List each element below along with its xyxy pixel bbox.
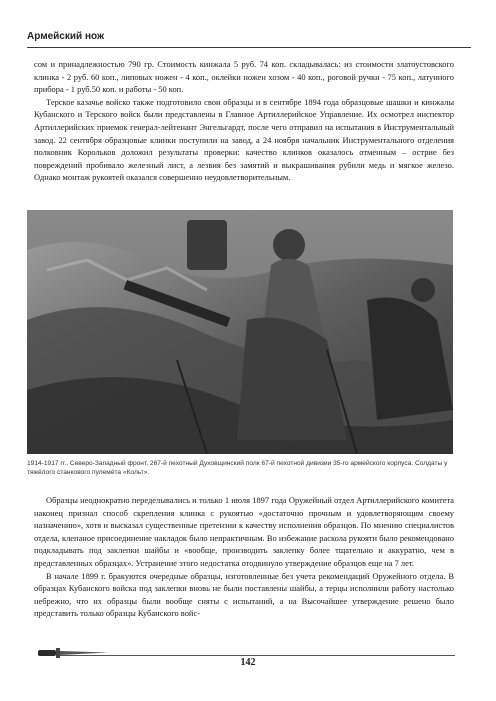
paragraph: В начале 1899 г. бракуются очередные образцы, изготовленные без учета рекомендаций Оружейного отдела. В образцах Кубанского войска под заклепки вновь не были поставлены шайбы, а терцы исполнили работу настолько небрежно, что их образцы были вообще сняты с испытаний, а на Высочайшее утверждение решено было представить только образцы Кубанского войс- bbox=[34, 570, 454, 619]
historical-photo bbox=[27, 210, 453, 454]
paragraph: сом и принадлежностью 790 гр. Стоимость кинжала 5 руб. 74 коп. складывалась: из стоимости златоустовского клинка - 2 руб. 60 коп., липовых ножен - 4 коп., оклейки ножен хозом - 40 коп., роговой ручки - 75 коп., латунного прибора - 1 руб.50 коп. и работы - 50 коп. bbox=[34, 59, 454, 95]
top-text-block bbox=[34, 58, 454, 184]
running-header bbox=[27, 26, 471, 48]
photo-illustration bbox=[27, 210, 453, 454]
bottom-text-block bbox=[34, 494, 454, 620]
page-number: 142 bbox=[240, 657, 256, 668]
header-title: Армейский нож bbox=[27, 31, 105, 42]
paragraph: Образцы неоднократно переделывались и только 1 июля 1897 года Оружейный отдел Артиллерийского комитета наконец признал способ скрепления клинка с рукоятью «достаточно прочным и удовлетворяющим своему назначению», хотя и высказал существенные претензии к качеству исполнения образцов. По мнению специалистов отдела, клепаное присоединение накладок было непрактичным. Во избежание раскола рукояти было рекомендовано подкладывать под заклепки шайбы и «вообще, производить заклепку более тщательно и аккуратно, чем в представленных образцах». Устранение этого недостатка отодвинуло утверждение образцов еще на 7 лет. bbox=[34, 495, 454, 568]
footer-rule bbox=[60, 655, 455, 656]
paragraph: Терское казачье войско также подготовило свои образцы и в сентябре 1894 года образцовые шашки и кинжалы Кубанского и Терского войск были представлены в Главное Артиллерийское Управление. Их осмотрел инспектор Артиллерийских приемок генерал-лейтенант Энгельгардт, после чего отправил на испытания в Инструментальный завод. 22 сентября образцовые клинки поступили на завод, а 24 ноября начальник Инструментального отделения полковник Корольков доложил результаты проверки: качество клинков оказалось отменным – острие без повреждений пробивало железный лист, а лезвия без замятий и выкрашивания рубили медь и мягкое железо. Однако монтаж рукоятей оказался совершенно неудовлетворительным. bbox=[34, 96, 454, 183]
photo-caption: 1914-1917 гг., Северо-Западный фронт, 267-й пехотный Духовщинский полк 67-й пехотной дивизии 35-го армейского корпуса. Солдаты у тяжёлого станкового пулемёта «Кольт». bbox=[27, 460, 448, 476]
